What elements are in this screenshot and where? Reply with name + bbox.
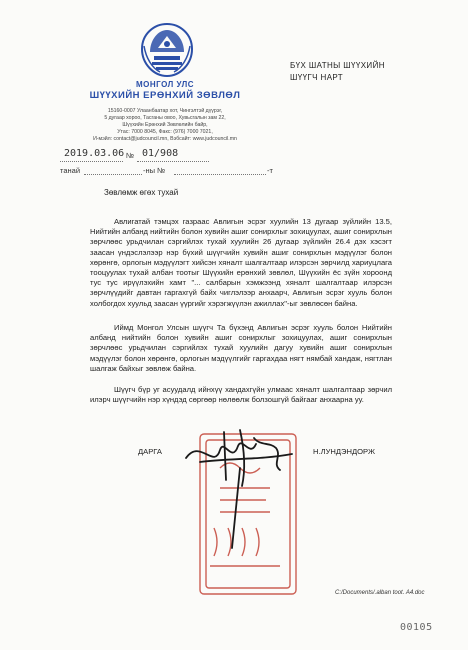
- contact-line: И-мэйл: contact@judcouncil.mn, Вэбсайт: www.judcouncil.mn: [93, 136, 237, 142]
- recipient-line: ШҮҮГЧ НАРТ: [290, 73, 344, 82]
- address-line: 15160-0007 Улаанбаатар хот, Чингэлтэй дүүрэг,: [107, 108, 223, 114]
- page-number-stamp: 00105: [400, 622, 433, 633]
- body-paragraph: Шүүгч бүр уг асуудалд ийнхүү хандахгүйн улмаас хяналт шалгалтаар зөрчил илэрч шүүгчийн нэр хүндэд сөргөөр нөлөөлж болзошгүй байгааг анхаарна уу.: [90, 385, 392, 405]
- address-line: Шүүхийн Ерөнхий Зөвлөлийн байр,: [122, 122, 208, 128]
- signatory-title: ДАРГА: [138, 447, 162, 456]
- number-dotted-line: [137, 161, 209, 162]
- ref-suffix: -т: [267, 166, 273, 175]
- org-name-country: МОНГОЛ УЛС: [135, 80, 194, 89]
- number-label: №: [126, 151, 135, 160]
- ref-dotted-line: [174, 174, 266, 175]
- ref-middle: -ны №: [143, 166, 166, 175]
- signatory-name: Н.ЛУНДЭНДОРЖ: [313, 447, 376, 456]
- address-line: Утас: 7000 8045, Факс: (976) 7000 7021,: [117, 129, 213, 135]
- org-name-council: ШҮҮХИЙН ЕРӨНХИЙ ЗӨВЛӨЛ: [89, 90, 241, 101]
- recipient-line: БҮХ ШАТНЫ ШҮҮХИЙН: [290, 61, 385, 70]
- official-stamp-icon: [180, 428, 300, 608]
- ref-prefix: танай: [60, 166, 81, 175]
- handwritten-date: 2019.03.06: [64, 148, 125, 159]
- body-paragraph: Авлигатай тэмцэх газраас Авлигын эсрэг хуулийн 13 дугаар зүйлийн 13.5, Нийтийн албанд нийтийн болон хувийн ашиг сонирхлыг зохицуулах, ашиг сонирхлын зөрчлөөс урьдчилан сэргийлэх тухай хуулийн 26 дугаар зүйлийн 26.4 дэх хэсэгт заасан үндэслэлээр нэр бүхий шүүгчийн хувийн ашиг сонирхлын мэдүүлэг болон хөрөнгө, орлогын мэдүүлэгт хийсэн хяналт шалгалтаар илэрсэн зөрчилд хариуцлага тооцуулах тухай албан тоотыг Шүүхийн ерөнхий зөвлөл, Шүүхийн ёс зүйн хороонд тус тус ирүүлэхийн хамт "... салбарын хэмжээнд хяналт шалгалтаар илэрсэн зөрчлүүдийг давтан гаргахгүй байх чиглэлээр анхаарч, Авлигын эсрэг хууль болон холбогдох хуульд заасан үүргийг хэрэгжүүлэн ажиллах"-ыг зөвлөсөн байна.: [90, 217, 392, 308]
- date-dotted-line: [60, 161, 123, 162]
- handwritten-number: 01/908: [142, 148, 179, 159]
- state-emblem-icon: [140, 22, 194, 78]
- file-path: C:/Documents/.alban toot. A4.doc: [335, 590, 425, 596]
- address-line: 5 дугаар хороо, Тасганы овоо, Хувьсгалын зам 22,: [104, 115, 226, 121]
- letter-subject: Зөвлөмж өгөх тухай: [104, 188, 179, 197]
- body-paragraph: Иймд Монгол Улсын шүүгч Та бүхэнд Авлигын эсрэг хууль болон Нийтийн албанд нийтийн болон хувийн ашиг сонирхлыг зохицуулах, ашиг сонирхлын зөрчлөөс урьдчилан сэргийлэх тухай хуулийн дагуу хувийн ашиг сонирхлын мэдүүлэг болон хөрөнгө, орлогын мэдүүлгийг гаргахдаа нягт нямбай хандаж, нягтлан шалгаж байхыг зөвлөж байна.: [90, 323, 392, 373]
- ref-dotted-line: [84, 174, 142, 175]
